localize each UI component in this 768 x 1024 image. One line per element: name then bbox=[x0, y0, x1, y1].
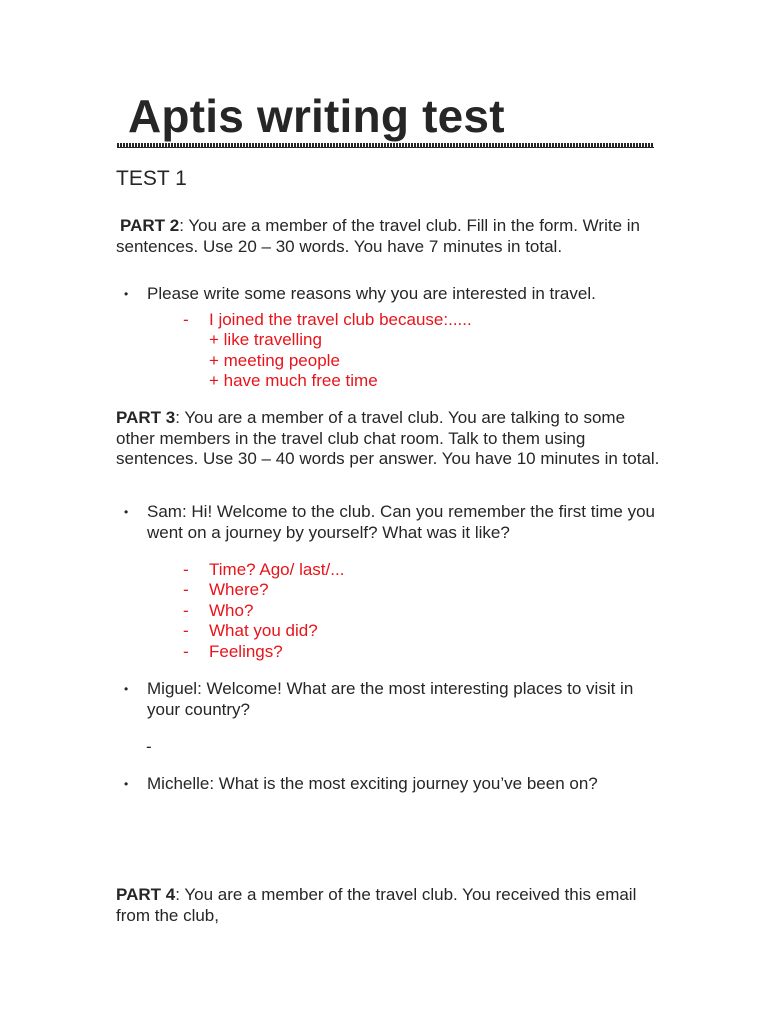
note-dash: - bbox=[183, 600, 189, 620]
note-text: Time? Ago/ last/... bbox=[209, 560, 345, 579]
note-text: Feelings? bbox=[209, 641, 283, 661]
note-text: I joined the travel club because:..... bbox=[209, 310, 472, 329]
note-line bbox=[183, 642, 344, 662]
note-line bbox=[183, 371, 472, 391]
part3-text: : You are a member of a travel club. You are talking to some other members in the travel club chat room. Talk to them using sentences. Use 30 – 40 words per answer. You have 10 minutes in total. bbox=[116, 408, 660, 469]
note-dash: - bbox=[183, 621, 189, 641]
part3-instructions bbox=[116, 408, 661, 470]
note-line bbox=[183, 621, 344, 641]
note-line bbox=[183, 310, 472, 330]
note-dash: - bbox=[183, 580, 189, 600]
note-dash: - bbox=[183, 641, 189, 661]
bullet-icon: • bbox=[124, 682, 129, 696]
part4-text: : You are a member of the travel club. You received this email from the club, bbox=[116, 885, 637, 925]
part4-label: PART 4 bbox=[116, 885, 176, 904]
empty-answer-dash: - bbox=[146, 737, 152, 756]
note-line bbox=[183, 601, 344, 621]
part2-bullet-text: Please write some reasons why you are interested in travel. bbox=[147, 284, 596, 303]
part2-text: : You are a member of the travel club. Fill in the form. Write in sentences. Use 20 – 30 words. You have 7 minutes in total. bbox=[116, 216, 640, 256]
part3-bullet-text: Miguel: Welcome! What are the most interesting places to visit in your country? bbox=[147, 679, 634, 719]
bullet-icon: • bbox=[124, 505, 129, 519]
part2-label: PART 2 bbox=[120, 216, 180, 235]
part3-bullet-michelle bbox=[116, 774, 661, 795]
note-line bbox=[183, 560, 344, 580]
note-text: + meeting people bbox=[209, 350, 340, 370]
part3-bullet-text: Sam: Hi! Welcome to the club. Can you remember the first time you went on a journey by yourself? What was it like? bbox=[147, 502, 655, 542]
document-title: Aptis writing test bbox=[128, 90, 505, 142]
part2-instructions bbox=[116, 216, 661, 257]
part2-notes bbox=[183, 310, 472, 392]
note-dash: - bbox=[183, 310, 189, 329]
note-text: + have much free time bbox=[209, 371, 378, 391]
part3-label: PART 3 bbox=[116, 408, 176, 427]
bullet-icon: • bbox=[124, 777, 129, 791]
note-dash: - bbox=[183, 560, 189, 579]
part3-bullet-miguel bbox=[116, 679, 661, 720]
note-text: What you did? bbox=[209, 621, 318, 641]
note-line bbox=[183, 351, 472, 371]
note-text: + like travelling bbox=[209, 330, 322, 350]
part3-bullet-sam bbox=[116, 502, 661, 543]
note-text: Who? bbox=[209, 600, 254, 620]
part2-bullet bbox=[116, 284, 661, 305]
part4-instructions bbox=[116, 885, 661, 926]
bullet-icon: • bbox=[124, 287, 129, 301]
title-underline bbox=[117, 143, 654, 148]
note-line bbox=[183, 580, 344, 600]
part3-notes bbox=[183, 560, 344, 662]
part3-bullet-text: Michelle: What is the most exciting journey you’ve been on? bbox=[147, 774, 598, 793]
note-line bbox=[183, 330, 472, 350]
note-text: Where? bbox=[209, 580, 269, 600]
test-heading: TEST 1 bbox=[116, 167, 187, 190]
